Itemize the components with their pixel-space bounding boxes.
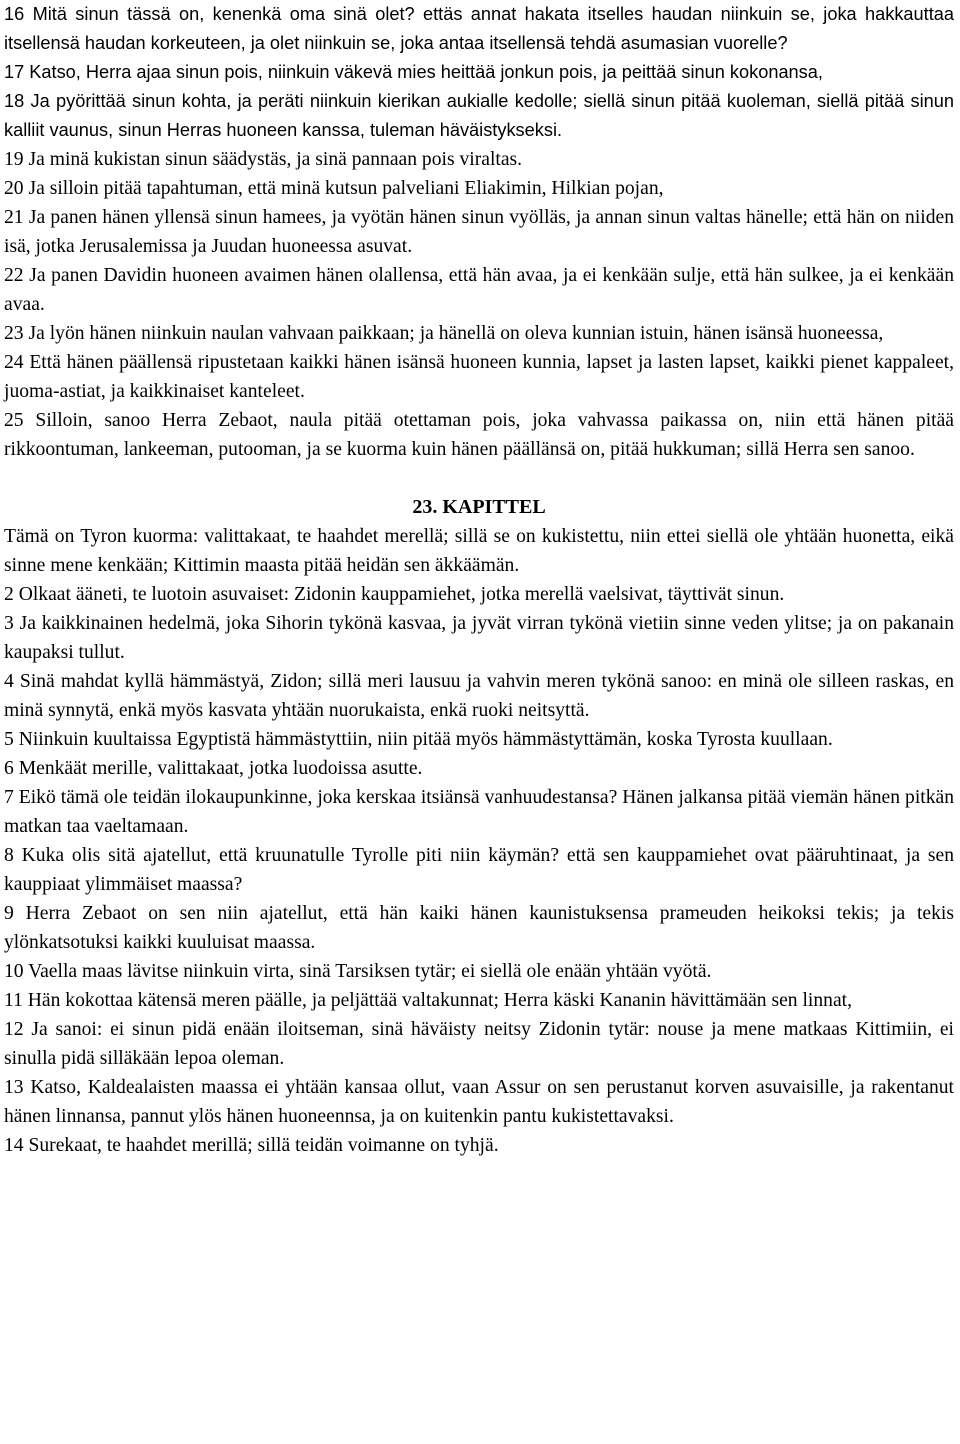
verse-paragraph: 5 Niinkuin kuultaissa Egyptistä hämmästyttiin, niin pitää myös hämmästyttämän, koska Tyrosta kuullaan.	[4, 729, 833, 750]
verse-paragraph: 22 Ja panen Davidin huoneen avaimen hänen olallensa, että hän avaa, ja ei kenkään sulje, että hän sulkee, ja ei kenkään avaa.	[4, 265, 954, 315]
verse-paragraph: 9 Herra Zebaot on sen niin ajatellut, että hän kaiki hänen kaunistuksensa prameuden heikoksi tekis; ja tekis ylönkatsotuksi kaikki kuuluisat maassa.	[4, 903, 954, 953]
verse-paragraph: 18 Ja pyörittää sinun kohta, ja peräti niinkuin kierikan aukialle kedolle; siellä sinun pitää kuoleman, siellä pitää sinun kalliit vaunus, sinun Herras huoneen kanssa, tuleman häväistykseksi.	[4, 91, 954, 140]
verse-paragraph: 19 Ja minä kukistan sinun säädystäs, ja sinä pannaan pois viraltas.	[4, 149, 523, 170]
verse-paragraph: Tämä on Tyron kuorma: valittakaat, te haahdet merellä; sillä se on kukistettu, niin ettei siellä ole yhtään huonetta, eikä sinne mene kenkään; Kittimin maasta pitää heidän sen äkkäämän.	[4, 526, 954, 576]
verse-paragraph: 4 Sinä mahdat kyllä hämmästyä, Zidon; sillä meri lausuu ja vahvin meren tykönä sanoo: en minä ole silleen raskas, en minä synnytä, enkä myös kasvata yhtään nuorukaista, enkä ruoki neitsyttä.	[4, 671, 954, 721]
verse-paragraph: 16 Mitä sinun tässä on, kenenkä oma sinä olet? ettäs annat hakata itselles haudan niinkuin se, joka hakkauttaa itsellensä haudan korkeuteen, ja olet niinkuin se, joka antaa itsellensä tehdä asumasian vuorelle?	[4, 4, 954, 53]
section-gap	[4, 464, 954, 493]
chapter-heading: 23. KAPITTEL	[412, 496, 546, 518]
verse-paragraph: 8 Kuka olis sitä ajatellut, että kruunatulle Tyrolle piti niin käymän? että sen kauppamiehet ovat pääruhtinaat, ja sen kauppiaat ylimmäiset maassa?	[4, 845, 954, 895]
verse-paragraph: 21 Ja panen hänen yllensä sinun hamees, ja vyötän hänen sinun vyölläs, ja annan sinun valtas hänelle; että hän on niiden isä, jotka Jerusalemissa ja Juudan huoneessa asuvat.	[4, 207, 954, 257]
verse-paragraph: 6 Menkäät merille, valittakaat, jotka luodoissa asutte.	[4, 758, 423, 779]
verse-paragraph: 14 Surekaat, te haahdet merillä; sillä teidän voimanne on tyhjä.	[4, 1135, 499, 1156]
verse-paragraph: 11 Hän kokottaa kätensä meren päälle, ja peljättää valtakunnat; Herra käski Kananin hävittämään sen linnat,	[4, 990, 853, 1011]
verse-paragraph: 24 Että hänen päällensä ripustetaan kaikki hänen isänsä huoneen kunnia, lapset ja lasten lapset, kaikki pienet kappaleet, juoma-astiat, ja kaikkinaiset kanteleet.	[4, 352, 954, 402]
verse-paragraph: 7 Eikö tämä ole teidän ilokaupunkinne, joka kerskaa itsiänsä vanhuudestansa? Hänen jalkansa pitää viemän hänen pitkän matkan taa vaeltamaan.	[4, 787, 954, 837]
verse-paragraph: 10 Vaella maas lävitse niinkuin virta, sinä Tarsiksen tytär; ei siellä ole enään yhtään vyötä.	[4, 961, 712, 982]
verse-paragraph: 2 Olkaat ääneti, te luotoin asuvaiset: Zidonin kauppamiehet, jotka merellä vaelsivat, täyttivät sinun.	[4, 584, 785, 605]
verses-before-heading	[4, 0, 954, 464]
verse-paragraph: 23 Ja lyön hänen niinkuin naulan vahvaan paikkaan; ja hänellä on oleva kunnian istuin, hänen isänsä huoneessa,	[4, 323, 884, 344]
verses-after-heading	[4, 522, 954, 1160]
verse-paragraph: 20 Ja silloin pitää tapahtuman, että minä kutsun palveliani Eliakimin, Hilkian pojan,	[4, 178, 664, 199]
verse-paragraph: 13 Katso, Kaldealaisten maassa ei yhtään kansaa ollut, vaan Assur on sen perustanut korven asuvaisille, ja rakentanut hänen linnansa, pannut ylös hänen huoneennsa, ja on kuitenkin pantu kukistettavaksi.	[4, 1077, 954, 1127]
verse-paragraph: 3 Ja kaikkinainen hedelmä, joka Sihorin tykönä kasvaa, ja jyvät virran tykönä vietiin sinne veden ylitse; ja on pakanain kaupaksi tullut.	[4, 613, 954, 663]
verse-paragraph: 25 Silloin, sanoo Herra Zebaot, naula pitää otettaman pois, joka vahvassa paikassa on, niin että hänen pitää rikkoontuman, lankeeman, putooman, ja se kuorma kuin hänen päällänsä on, pitää hukkuman; sillä Herra sen sanoo.	[4, 410, 954, 460]
verse-paragraph: 12 Ja sanoi: ei sinun pidä enään iloitseman, sinä häväisty neitsy Zidonin tytär: nouse ja mene matkaas Kittimiin, ei sinulla pidä silläkään lepoa oleman.	[4, 1019, 954, 1069]
verse-paragraph: 17 Katso, Herra ajaa sinun pois, niinkuin väkevä mies heittää jonkun pois, ja peittää sinun kokonansa,	[4, 62, 823, 82]
document-page	[4, 0, 954, 1160]
